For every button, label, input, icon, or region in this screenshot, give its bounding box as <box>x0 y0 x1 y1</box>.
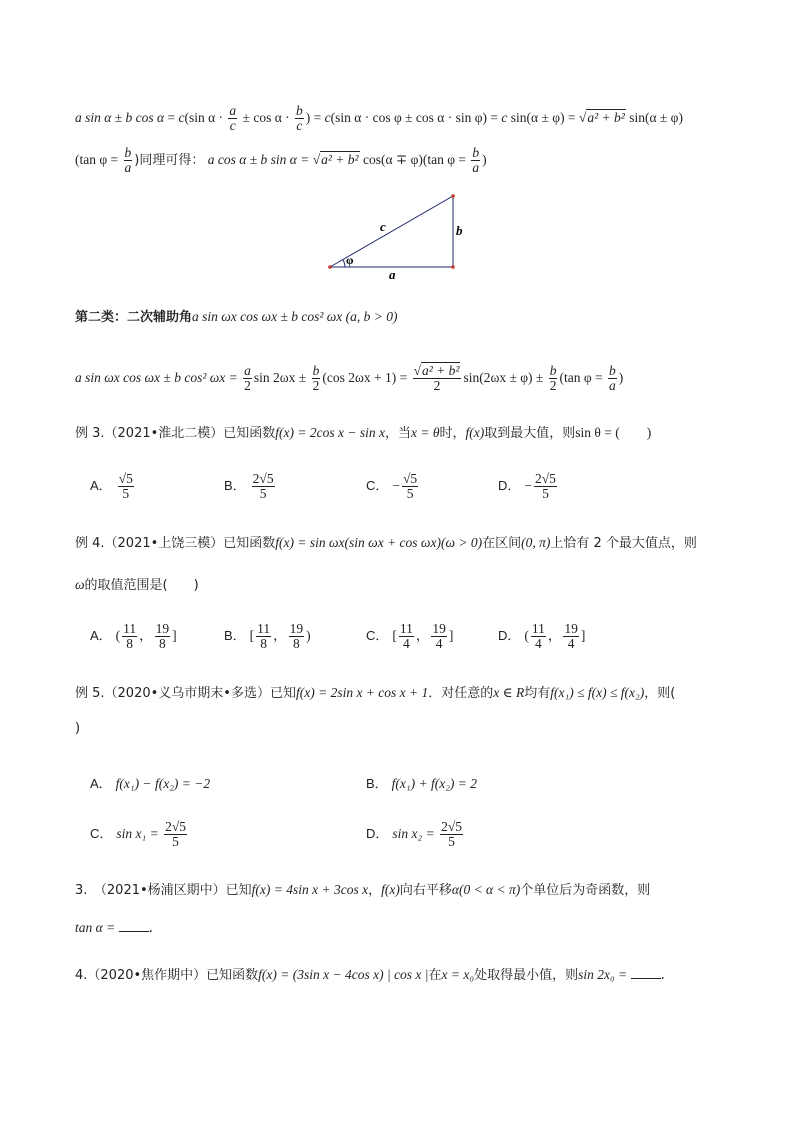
example4-func: f(x) = sin ωx(sin ωx + cos ωx)(ω > 0) <box>275 535 483 550</box>
triangle-shape <box>330 196 453 267</box>
problem4-func: f(x) = (3sin x − 4cos x) | cos x | <box>258 967 429 982</box>
example5-stem-line2: ) <box>75 721 81 736</box>
sin-alpha-pm-phi: sin(α ± φ) <box>629 109 683 125</box>
example4-option-b[interactable]: B． [ $\frac{11}{8}$ ， $\frac{19}{8}$ ) <box>224 621 311 652</box>
fraction-b-over-c: $\frac{b}{c}$ <box>296 103 303 134</box>
sincos-expansion: sin α · cos φ ± cos α · sin φ <box>335 109 483 125</box>
acos-formula: a cos α ± b sin α = <box>207 151 313 167</box>
base-a-label: a <box>389 267 396 282</box>
radicand-a2b2: a² + b² <box>587 109 625 125</box>
section2-title-cn: 第二类：二次辅助角 <box>75 310 193 325</box>
example3-ask: sin θ = ( ) <box>575 425 652 440</box>
example4-stem: 例 4.（2021•上饶三模）已知函数f(x) = sin ωx(sin ωx + cos ωx)(ω > 0)在区间(0, π)上恰有 2 个最大值点，则 <box>75 535 697 551</box>
formula-line-2: (tan φ = $\frac{b}{a}$ )同理可得： a cos α ± b sin α = √a² + b² cos(α ∓ φ)(tan φ = $\frac{b}{a}$ ) <box>75 145 487 176</box>
example4-option-d[interactable]: D． ( $\frac{11}{4}$ ， $\frac{19}{4}$ ] <box>498 621 586 652</box>
problem4-answer-blank[interactable] <box>631 968 661 979</box>
angle-phi-label: φ <box>346 253 354 267</box>
c-symbol: c <box>178 109 185 125</box>
example3-stem: 例 3.（2021•淮北二模）已知函数f(x) = 2cos x − sin x，当x = θ时，f(x)取到最大值，则sin θ = ( ) <box>75 425 652 441</box>
example3-func: f(x) = 2cos x − sin x <box>275 425 385 440</box>
problem3-answer-blank[interactable] <box>119 921 149 932</box>
example5-option-b[interactable]: B． f(x₁) + f(x₂) = 2 <box>366 776 477 791</box>
section2-title-formula: a sin ωx cos ωx ± b cos² ωx (a, b > 0) <box>192 309 398 324</box>
side-b-label: b <box>456 223 463 238</box>
alpha-pm-phi: α ± φ <box>531 109 561 125</box>
lhs-formula: a sin α ± b cos α <box>75 109 165 125</box>
fraction-a-over-c: $\frac{a}{c}$ <box>229 103 237 134</box>
example5-option-a[interactable]: A． f(x₁) − f(x₂) = −2 <box>90 776 211 791</box>
example5-option-d[interactable]: D． sin x₂ = $\frac{2√5}{5}$ <box>366 819 462 850</box>
vertex-dot-left <box>328 265 332 269</box>
example3-option-a[interactable]: A． $\frac{√5}{5}$ <box>90 471 133 502</box>
section2-identity: a sin ωx cos ωx ± b cos² ωx = $\frac{a}{2}$ sin 2ωx ± $\frac{b}{2}$ (cos 2ωx + 1) = $\frac{\text{√a² + b²}}{2}$ sin(2ωx ± φ) ± $\frac{b}{2}$ (tan φ = $\frac{b}{a}$ ) <box>75 363 624 394</box>
example4-option-a[interactable]: A． ( $\frac{11}{8}$ ， $\frac{19}{8}$ ] <box>90 621 177 652</box>
problem3-stem: 3. （2021•杨浦区期中）已知f(x) = 4sin x + 3cos x，f(x)向右平移α(0 < α < π)个单位后为奇函数，则 <box>75 882 651 898</box>
formula-line-1: a sin α ± b cos α = c(sin α · $\frac{a}{c}$ ± cos α · $\frac{b}{c}$ ) = c(sin α · cos φ ± cos α · sin φ) = c sin(α ± φ) = √a² + b² sin(α ± φ) <box>75 103 683 134</box>
example3-option-d[interactable]: D． − $\frac{2√5}{5}$ <box>498 471 556 502</box>
vertex-dot-right <box>451 265 455 269</box>
angle-arc <box>343 260 345 267</box>
example4-option-c[interactable]: C． [ $\frac{11}{4}$ ， $\frac{19}{4}$ ] <box>366 621 454 652</box>
example5-stem: 例 5.（2020•义乌市期末•多选）已知f(x) = 2sin x + cos x + 1．对任意的x ∈ R均有f(x₁) ≤ f(x) ≤ f(x₂)，则( <box>75 685 676 701</box>
problem3-func: f(x) = 4sin x + 3cos x <box>251 882 369 897</box>
example3-option-c[interactable]: C． − $\frac{√5}{5}$ <box>366 471 418 502</box>
problem3-stem-line2: tan α = . <box>75 920 153 936</box>
example4-stem-line2: ω的取值范围是( ) <box>75 577 199 593</box>
example5-option-c[interactable]: C． sin x₁ = $\frac{2√5}{5}$ <box>90 819 186 850</box>
cos-alpha-mp-phi: cos(α ∓ φ)(tan φ = <box>362 151 470 167</box>
tongli-text: )同理可得： <box>134 152 205 168</box>
section2-title <box>75 310 398 325</box>
vertex-dot-top <box>451 194 455 198</box>
hyp-label: c <box>380 219 386 234</box>
fraction-b-over-a: $\frac{b}{a}$ <box>124 145 132 176</box>
example3-option-b[interactable]: B． $\frac{2√5}{5}$ <box>224 471 274 502</box>
problem4-stem: 4.（2020•焦作期中）已知函数f(x) = (3sin x − 4cos x) | cos x |在x = x₀处取得最小值，则sin 2x₀ = . <box>75 967 665 983</box>
example5-func: f(x) = 2sin x + cos x + 1 <box>295 685 429 700</box>
